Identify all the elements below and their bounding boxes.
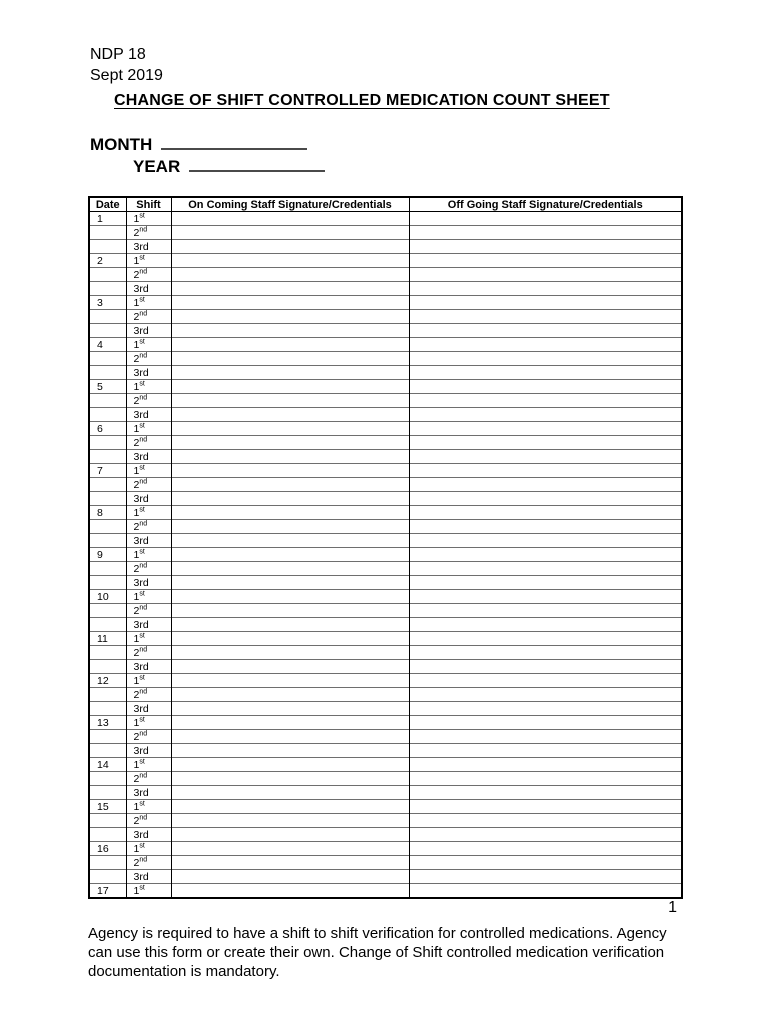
- shift-cell: 1st: [126, 884, 171, 899]
- offgoing-signature-cell[interactable]: [409, 254, 682, 268]
- date-cell: [89, 870, 126, 884]
- date-cell: 3: [89, 296, 126, 310]
- table-body: [89, 212, 682, 899]
- oncoming-signature-cell[interactable]: [171, 478, 409, 492]
- date-cell: 12: [89, 674, 126, 688]
- oncoming-signature-cell[interactable]: [171, 492, 409, 506]
- offgoing-signature-cell[interactable]: [409, 744, 682, 758]
- offgoing-signature-cell[interactable]: [409, 576, 682, 590]
- offgoing-signature-cell[interactable]: [409, 730, 682, 744]
- shift-cell: 2nd: [126, 352, 171, 366]
- offgoing-signature-cell[interactable]: [409, 842, 682, 856]
- shift-cell: 1st: [126, 464, 171, 478]
- table-row: [89, 212, 682, 226]
- table-row: [89, 870, 682, 884]
- date-cell: 15: [89, 800, 126, 814]
- oncoming-signature-cell[interactable]: [171, 282, 409, 296]
- year-row: [133, 155, 325, 177]
- footer-note-line: documentation is mandatory.: [88, 963, 280, 980]
- offgoing-signature-cell[interactable]: [409, 226, 682, 240]
- oncoming-signature-cell[interactable]: [171, 744, 409, 758]
- shift-cell: 3rd: [126, 870, 171, 884]
- table-row: [89, 800, 682, 814]
- offgoing-signature-cell[interactable]: [409, 660, 682, 674]
- shift-cell: 2nd: [126, 436, 171, 450]
- shift-cell: 1st: [126, 842, 171, 856]
- month-field[interactable]: [161, 133, 307, 150]
- table-row: [89, 226, 682, 240]
- offgoing-signature-cell[interactable]: [409, 604, 682, 618]
- offgoing-signature-cell[interactable]: [409, 632, 682, 646]
- date-cell: 5: [89, 380, 126, 394]
- date-cell: [89, 520, 126, 534]
- footer-note-line: can use this form or create their own. Change of Shift controlled medication verification: [88, 944, 665, 961]
- table-row: [89, 254, 682, 268]
- offgoing-signature-cell[interactable]: [409, 618, 682, 632]
- offgoing-signature-cell[interactable]: [409, 674, 682, 688]
- month-label: MONTH: [90, 135, 153, 154]
- oncoming-signature-cell[interactable]: [171, 590, 409, 604]
- shift-cell: 1st: [126, 254, 171, 268]
- table-row: [89, 562, 682, 576]
- offgoing-signature-cell[interactable]: [409, 856, 682, 870]
- oncoming-signature-cell[interactable]: [171, 338, 409, 352]
- oncoming-signature-cell[interactable]: [171, 240, 409, 254]
- table-row: [89, 842, 682, 856]
- shift-cell: 1st: [126, 422, 171, 436]
- table-row: [89, 590, 682, 604]
- oncoming-signature-cell[interactable]: [171, 646, 409, 660]
- footer-note-line: Agency is required to have a shift to shift verification for controlled medications. Agency: [88, 925, 667, 942]
- oncoming-signature-cell[interactable]: [171, 702, 409, 716]
- table-row: [89, 282, 682, 296]
- date-cell: 9: [89, 548, 126, 562]
- table-row: [89, 464, 682, 478]
- shift-cell: 2nd: [126, 772, 171, 786]
- date-cell: [89, 730, 126, 744]
- oncoming-signature-cell[interactable]: [171, 268, 409, 282]
- oncoming-signature-cell[interactable]: [171, 884, 409, 899]
- table-header-row: [89, 197, 682, 212]
- offgoing-signature-cell[interactable]: [409, 646, 682, 660]
- shift-cell: 3rd: [126, 492, 171, 506]
- oncoming-signature-cell[interactable]: [171, 604, 409, 618]
- offgoing-signature-cell[interactable]: [409, 352, 682, 366]
- date-cell: [89, 744, 126, 758]
- oncoming-signature-cell[interactable]: [171, 408, 409, 422]
- oncoming-signature-cell[interactable]: [171, 772, 409, 786]
- shift-cell: 1st: [126, 338, 171, 352]
- shift-cell: 2nd: [126, 814, 171, 828]
- date-cell: [89, 226, 126, 240]
- oncoming-signature-cell[interactable]: [171, 464, 409, 478]
- oncoming-signature-cell[interactable]: [171, 814, 409, 828]
- oncoming-signature-cell[interactable]: [171, 422, 409, 436]
- offgoing-signature-cell[interactable]: [409, 408, 682, 422]
- shift-cell: 1st: [126, 590, 171, 604]
- shift-cell: 2nd: [126, 856, 171, 870]
- date-cell: 16: [89, 842, 126, 856]
- shift-cell: 3rd: [126, 744, 171, 758]
- offgoing-signature-cell[interactable]: [409, 282, 682, 296]
- oncoming-signature-cell[interactable]: [171, 716, 409, 730]
- oncoming-signature-cell[interactable]: [171, 450, 409, 464]
- oncoming-signature-cell[interactable]: [171, 660, 409, 674]
- table-row: [89, 856, 682, 870]
- offgoing-signature-cell[interactable]: [409, 268, 682, 282]
- date-cell: 10: [89, 590, 126, 604]
- offgoing-signature-cell[interactable]: [409, 786, 682, 800]
- date-cell: 17: [89, 884, 126, 899]
- date-cell: [89, 478, 126, 492]
- offgoing-signature-cell[interactable]: [409, 534, 682, 548]
- shift-cell: 1st: [126, 800, 171, 814]
- table-row: [89, 604, 682, 618]
- table-row: [89, 352, 682, 366]
- oncoming-signature-cell[interactable]: [171, 618, 409, 632]
- date-cell: [89, 646, 126, 660]
- shift-cell: 3rd: [126, 282, 171, 296]
- oncoming-signature-cell[interactable]: [171, 674, 409, 688]
- medication-count-table: [88, 196, 683, 899]
- table-row: [89, 618, 682, 632]
- offgoing-signature-cell[interactable]: [409, 688, 682, 702]
- offgoing-signature-cell[interactable]: [409, 380, 682, 394]
- offgoing-signature-cell[interactable]: [409, 422, 682, 436]
- offgoing-signature-cell[interactable]: [409, 772, 682, 786]
- page-title: CHANGE OF SHIFT CONTROLLED MEDICATION COUNT SHEET: [114, 92, 610, 109]
- shift-cell: 1st: [126, 506, 171, 520]
- oncoming-signature-cell[interactable]: [171, 254, 409, 268]
- form-number: NDP 18: [90, 46, 146, 63]
- shift-cell: 2nd: [126, 562, 171, 576]
- offgoing-signature-cell[interactable]: [409, 520, 682, 534]
- shift-cell: 2nd: [126, 478, 171, 492]
- table-row: [89, 576, 682, 590]
- date-cell: [89, 408, 126, 422]
- date-cell: 6: [89, 422, 126, 436]
- oncoming-signature-cell[interactable]: [171, 534, 409, 548]
- offgoing-signature-cell[interactable]: [409, 338, 682, 352]
- date-cell: 13: [89, 716, 126, 730]
- table-row: [89, 296, 682, 310]
- offgoing-signature-cell[interactable]: [409, 828, 682, 842]
- shift-cell: 1st: [126, 758, 171, 772]
- oncoming-signature-cell[interactable]: [171, 366, 409, 380]
- table-row: [89, 520, 682, 534]
- shift-cell: 3rd: [126, 408, 171, 422]
- shift-cell: 3rd: [126, 618, 171, 632]
- table-row: [89, 478, 682, 492]
- oncoming-signature-cell[interactable]: [171, 506, 409, 520]
- table-row: [89, 268, 682, 282]
- offgoing-signature-cell[interactable]: [409, 590, 682, 604]
- shift-cell: 2nd: [126, 268, 171, 282]
- offgoing-signature-cell[interactable]: [409, 814, 682, 828]
- shift-cell: 1st: [126, 674, 171, 688]
- table-row: [89, 772, 682, 786]
- offgoing-signature-cell[interactable]: [409, 464, 682, 478]
- date-cell: [89, 688, 126, 702]
- shift-cell: 1st: [126, 380, 171, 394]
- date-cell: [89, 562, 126, 576]
- date-cell: [89, 282, 126, 296]
- date-cell: [89, 814, 126, 828]
- table-row: [89, 702, 682, 716]
- shift-cell: 2nd: [126, 310, 171, 324]
- table-row: [89, 310, 682, 324]
- date-cell: [89, 828, 126, 842]
- offgoing-signature-cell[interactable]: [409, 800, 682, 814]
- month-row: [90, 133, 307, 155]
- form-date: Sept 2019: [90, 67, 163, 84]
- offgoing-signature-cell[interactable]: [409, 884, 682, 899]
- date-cell: 1: [89, 212, 126, 226]
- offgoing-signature-cell[interactable]: [409, 506, 682, 520]
- shift-cell: 2nd: [126, 520, 171, 534]
- oncoming-signature-cell[interactable]: [171, 758, 409, 772]
- shift-cell: 3rd: [126, 576, 171, 590]
- table-row: [89, 492, 682, 506]
- oncoming-signature-cell[interactable]: [171, 380, 409, 394]
- date-cell: [89, 576, 126, 590]
- oncoming-signature-cell[interactable]: [171, 394, 409, 408]
- oncoming-signature-cell[interactable]: [171, 212, 409, 226]
- date-cell: 11: [89, 632, 126, 646]
- date-cell: 14: [89, 758, 126, 772]
- shift-cell: 3rd: [126, 828, 171, 842]
- table-row: [89, 338, 682, 352]
- year-label: YEAR: [133, 157, 181, 176]
- date-cell: 2: [89, 254, 126, 268]
- oncoming-signature-cell[interactable]: [171, 856, 409, 870]
- oncoming-signature-cell[interactable]: [171, 548, 409, 562]
- page-number: 1: [668, 899, 677, 916]
- table-row: [89, 688, 682, 702]
- offgoing-signature-cell[interactable]: [409, 240, 682, 254]
- offgoing-signature-cell[interactable]: [409, 450, 682, 464]
- shift-cell: 1st: [126, 632, 171, 646]
- table-row: [89, 716, 682, 730]
- table-row: [89, 660, 682, 674]
- date-cell: [89, 534, 126, 548]
- date-cell: [89, 772, 126, 786]
- oncoming-signature-cell[interactable]: [171, 310, 409, 324]
- header-date: Date: [89, 197, 126, 212]
- oncoming-signature-cell[interactable]: [171, 688, 409, 702]
- shift-cell: 3rd: [126, 660, 171, 674]
- offgoing-signature-cell[interactable]: [409, 548, 682, 562]
- date-cell: [89, 240, 126, 254]
- date-cell: [89, 856, 126, 870]
- shift-cell: 3rd: [126, 366, 171, 380]
- oncoming-signature-cell[interactable]: [171, 352, 409, 366]
- offgoing-signature-cell[interactable]: [409, 212, 682, 226]
- shift-cell: 3rd: [126, 450, 171, 464]
- oncoming-signature-cell[interactable]: [171, 800, 409, 814]
- offgoing-signature-cell[interactable]: [409, 716, 682, 730]
- offgoing-signature-cell[interactable]: [409, 562, 682, 576]
- date-cell: [89, 492, 126, 506]
- table-row: [89, 436, 682, 450]
- oncoming-signature-cell[interactable]: [171, 562, 409, 576]
- header-shift: Shift: [126, 197, 171, 212]
- table-row: [89, 632, 682, 646]
- shift-cell: 2nd: [126, 394, 171, 408]
- table-row: [89, 884, 682, 899]
- table-row: [89, 240, 682, 254]
- shift-cell: 1st: [126, 548, 171, 562]
- shift-cell: 1st: [126, 296, 171, 310]
- date-cell: [89, 268, 126, 282]
- table-row: [89, 450, 682, 464]
- table-row: [89, 548, 682, 562]
- shift-cell: 3rd: [126, 786, 171, 800]
- offgoing-signature-cell[interactable]: [409, 436, 682, 450]
- oncoming-signature-cell[interactable]: [171, 436, 409, 450]
- table-row: [89, 534, 682, 548]
- oncoming-signature-cell[interactable]: [171, 730, 409, 744]
- oncoming-signature-cell[interactable]: [171, 632, 409, 646]
- offgoing-signature-cell[interactable]: [409, 478, 682, 492]
- date-cell: [89, 310, 126, 324]
- shift-cell: 3rd: [126, 702, 171, 716]
- table-row: [89, 380, 682, 394]
- offgoing-signature-cell[interactable]: [409, 324, 682, 338]
- shift-cell: 2nd: [126, 730, 171, 744]
- oncoming-signature-cell[interactable]: [171, 226, 409, 240]
- shift-cell: 2nd: [126, 226, 171, 240]
- table-row: [89, 506, 682, 520]
- table-row: [89, 758, 682, 772]
- shift-cell: 3rd: [126, 240, 171, 254]
- table-row: [89, 674, 682, 688]
- shift-cell: 3rd: [126, 534, 171, 548]
- table-row: [89, 366, 682, 380]
- header-offgoing-signature: Off Going Staff Signature/Credentials: [409, 197, 682, 212]
- shift-cell: 1st: [126, 716, 171, 730]
- footer-note: [88, 924, 708, 981]
- table-row: [89, 828, 682, 842]
- shift-cell: 1st: [126, 212, 171, 226]
- table-row: [89, 394, 682, 408]
- oncoming-signature-cell[interactable]: [171, 870, 409, 884]
- date-cell: 7: [89, 464, 126, 478]
- form-id-block: [90, 44, 163, 86]
- offgoing-signature-cell[interactable]: [409, 296, 682, 310]
- table-row: [89, 744, 682, 758]
- oncoming-signature-cell[interactable]: [171, 828, 409, 842]
- date-cell: [89, 352, 126, 366]
- table-row: [89, 646, 682, 660]
- oncoming-signature-cell[interactable]: [171, 786, 409, 800]
- date-cell: [89, 604, 126, 618]
- year-field[interactable]: [189, 155, 325, 172]
- offgoing-signature-cell[interactable]: [409, 492, 682, 506]
- date-cell: [89, 366, 126, 380]
- table-row: [89, 324, 682, 338]
- oncoming-signature-cell[interactable]: [171, 576, 409, 590]
- table-row: [89, 408, 682, 422]
- date-cell: 4: [89, 338, 126, 352]
- date-cell: [89, 618, 126, 632]
- date-cell: 8: [89, 506, 126, 520]
- offgoing-signature-cell[interactable]: [409, 702, 682, 716]
- shift-cell: 2nd: [126, 688, 171, 702]
- oncoming-signature-cell[interactable]: [171, 842, 409, 856]
- date-cell: [89, 324, 126, 338]
- date-cell: [89, 394, 126, 408]
- oncoming-signature-cell[interactable]: [171, 324, 409, 338]
- table-row: [89, 786, 682, 800]
- table-row: [89, 814, 682, 828]
- offgoing-signature-cell[interactable]: [409, 758, 682, 772]
- shift-cell: 2nd: [126, 604, 171, 618]
- offgoing-signature-cell[interactable]: [409, 870, 682, 884]
- table-row: [89, 730, 682, 744]
- header-oncoming-signature: On Coming Staff Signature/Credentials: [171, 197, 409, 212]
- date-cell: [89, 450, 126, 464]
- date-cell: [89, 702, 126, 716]
- offgoing-signature-cell[interactable]: [409, 394, 682, 408]
- table-row: [89, 422, 682, 436]
- shift-cell: 3rd: [126, 324, 171, 338]
- date-cell: [89, 436, 126, 450]
- oncoming-signature-cell[interactable]: [171, 520, 409, 534]
- offgoing-signature-cell[interactable]: [409, 310, 682, 324]
- date-cell: [89, 660, 126, 674]
- date-cell: [89, 786, 126, 800]
- offgoing-signature-cell[interactable]: [409, 366, 682, 380]
- oncoming-signature-cell[interactable]: [171, 296, 409, 310]
- shift-cell: 2nd: [126, 646, 171, 660]
